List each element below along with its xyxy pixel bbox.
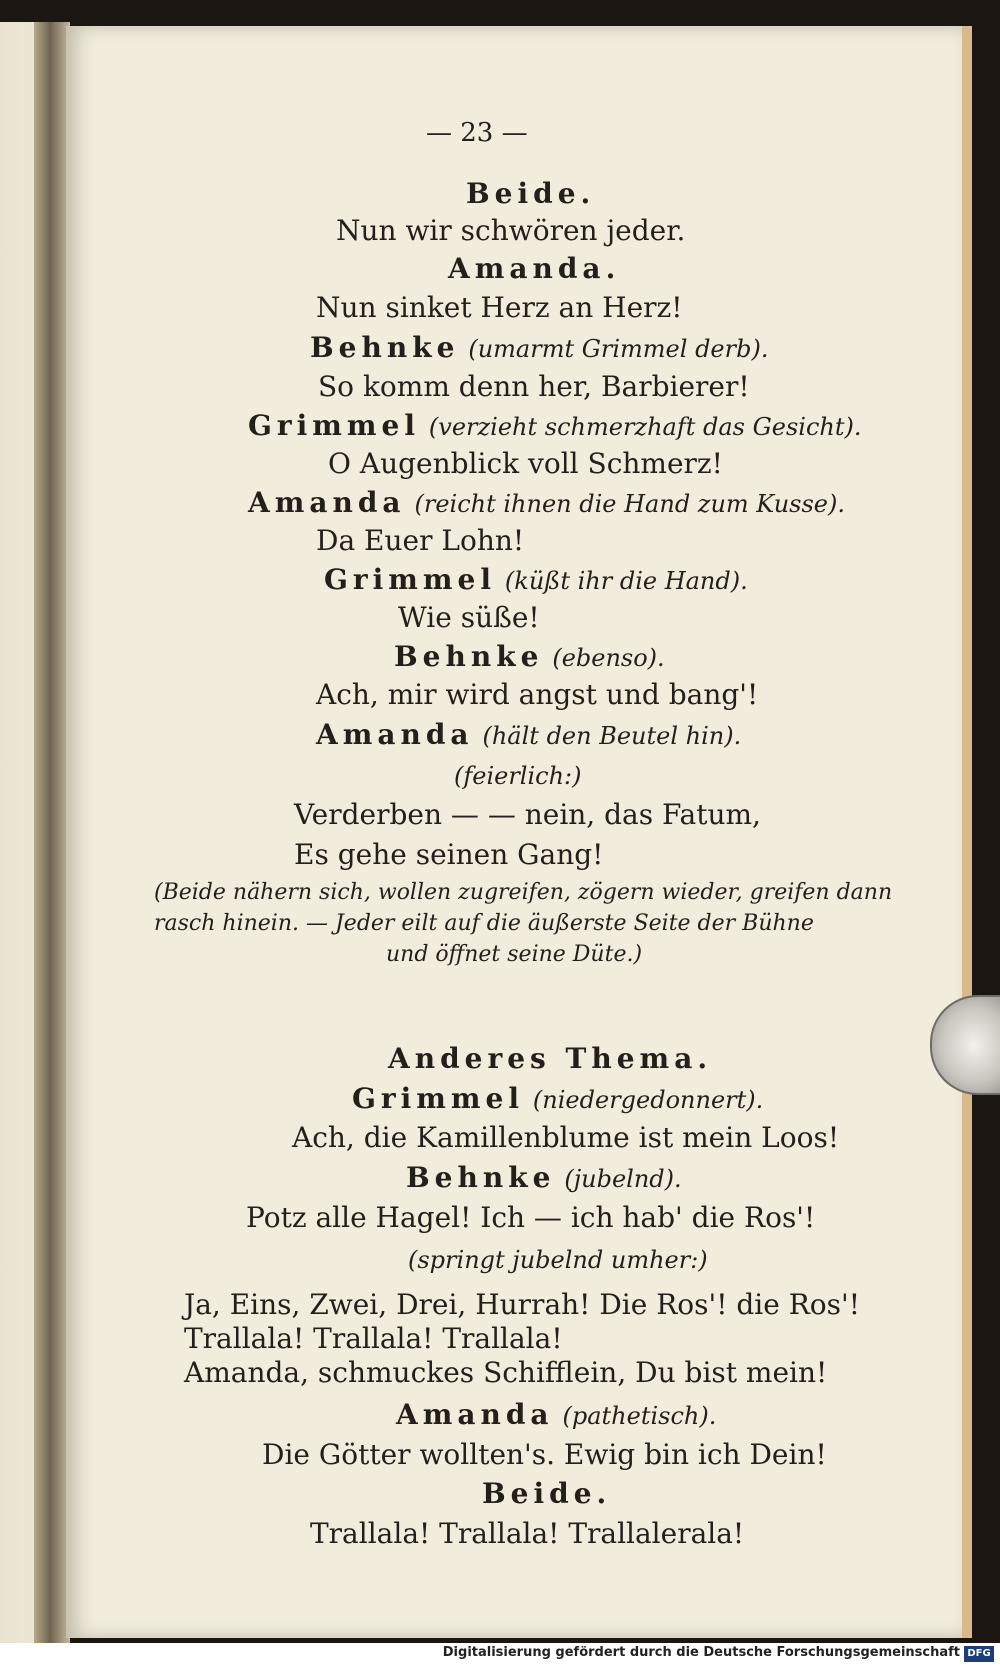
verse-line: Trallala! Trallala! Trallalerala! [310, 1517, 745, 1550]
book-page [66, 26, 972, 1638]
dfg-logo: DFG [964, 1646, 994, 1662]
speaker-name: Behnke [406, 1161, 556, 1194]
verse-line: Trallala! Trallala! Trallala! [184, 1322, 563, 1355]
verse-line: Ja, Eins, Zwei, Drei, Hurrah! Die Ros'! die Ros'! [184, 1288, 860, 1321]
verse-line: Da Euer Lohn! [316, 524, 525, 557]
speaker-name: Behnke [310, 331, 460, 364]
verse-line: O Augenblick voll Schmerz! [328, 447, 723, 480]
speaker-line [394, 640, 665, 675]
stage-direction: (pathetisch). [562, 1402, 717, 1430]
footer-credit: Digitalisierung gefördert durch die Deutsche Forschungsgemeinschaft [442, 1645, 960, 1660]
stage-direction: (ebenso). [552, 644, 665, 672]
footer-bar [0, 1643, 1000, 1666]
verse-line: Verderben — — nein, das Fatum, [294, 798, 761, 831]
speaker-line [248, 486, 845, 521]
verse-line: Amanda, schmuckes Schifflein, Du bist mein! [184, 1356, 828, 1389]
page-number: — 23 — [426, 118, 528, 148]
speaker-heading: Amanda. [448, 252, 621, 285]
speaker-name: Amanda [396, 1398, 554, 1431]
stage-direction: (küßt ihr die Hand). [504, 567, 748, 595]
speaker-name: Grimmel [248, 409, 421, 442]
speaker-line [248, 409, 862, 444]
verse-line: Nun sinket Herz an Herz! [316, 291, 683, 324]
verse-line: Wie süße! [398, 601, 540, 634]
stage-direction: (niedergedonnert). [532, 1086, 764, 1114]
speaker-line [310, 331, 768, 366]
speaker-line [352, 1082, 763, 1117]
stage-direction: (Beide nähern sich, wollen zugreifen, zögern wieder, greifen dann [154, 880, 893, 905]
stage-direction: (feierlich:) [454, 762, 582, 790]
verse-line: So komm denn her, Barbierer! [318, 370, 750, 403]
book-spine [34, 22, 70, 1647]
verse-line: Die Götter wollten's. Ewig bin ich Dein! [262, 1438, 827, 1471]
speaker-line [396, 1398, 716, 1433]
speaker-name: Amanda [316, 718, 474, 751]
speaker-line [324, 563, 748, 598]
stage-direction: rasch hinein. — Jeder eilt auf die äußerste Seite der Bühne [154, 911, 814, 936]
stage-direction: (jubelnd). [564, 1165, 682, 1193]
speaker-name: Grimmel [352, 1082, 525, 1115]
speaker-name: Grimmel [324, 563, 497, 596]
verse-line: Ach, mir wird angst und bang'! [316, 678, 759, 711]
section-heading: Anderes Thema. [388, 1042, 713, 1075]
stage-direction: (hält den Beutel hin). [482, 722, 742, 750]
stage-direction: (reicht ihnen die Hand zum Kusse). [414, 490, 845, 518]
speaker-name: Behnke [394, 640, 544, 673]
speaker-heading: Beide. [482, 1477, 612, 1510]
verse-line: Nun wir schwören jeder. [336, 214, 686, 247]
stage-direction: und öffnet seine Düte.) [386, 942, 643, 967]
stage-direction: (springt jubelnd umher:) [408, 1246, 708, 1274]
speaker-line [316, 718, 741, 753]
verse-line: Es gehe seinen Gang! [294, 838, 604, 871]
verse-line: Ach, die Kamillenblume ist mein Loos! [292, 1121, 840, 1154]
verse-line: Potz alle Hagel! Ich — ich hab' die Ros'! [246, 1201, 816, 1234]
stage-direction: (umarmt Grimmel derb). [468, 335, 769, 363]
speaker-name: Amanda [248, 486, 406, 519]
stage-direction: (verzieht schmerzhaft das Gesicht). [428, 413, 862, 441]
speaker-heading: Beide. [466, 177, 596, 210]
speaker-line [406, 1161, 682, 1196]
